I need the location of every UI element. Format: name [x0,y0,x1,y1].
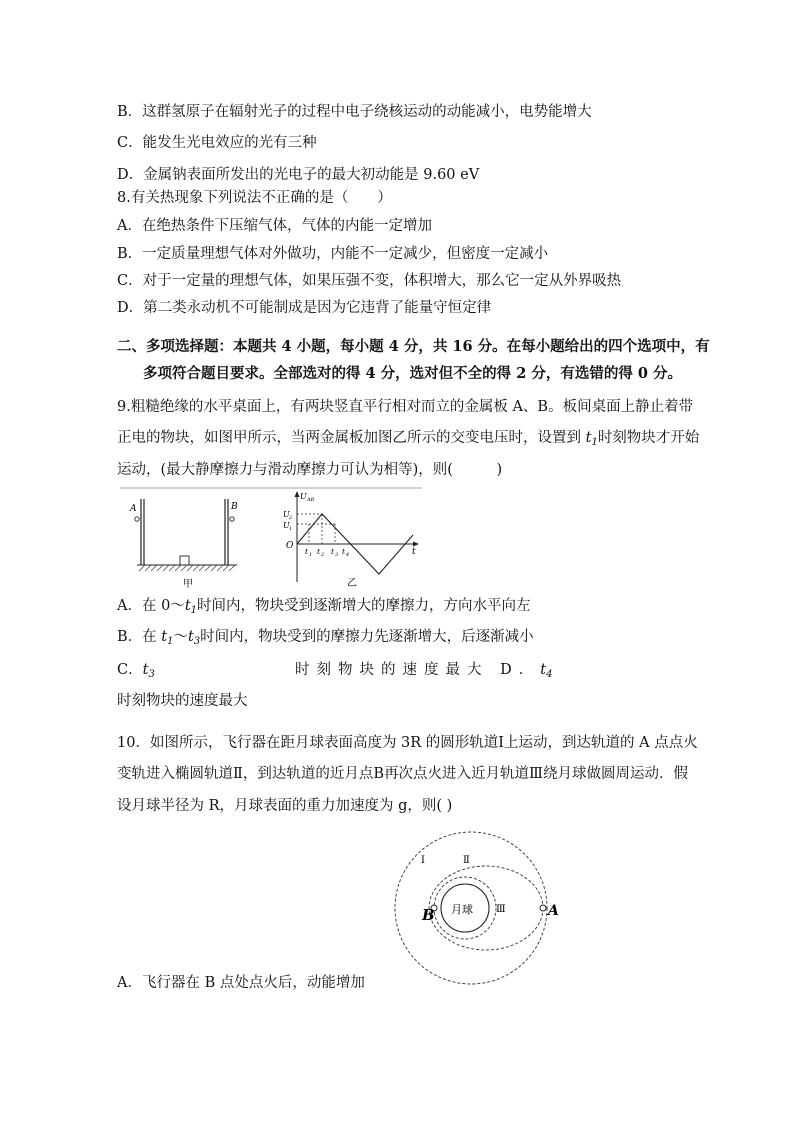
q9-option-b-sub3: 3 [193,636,201,647]
q9-option-c-pre: C． [117,662,143,678]
point-a-label: A [548,903,559,919]
orbit-2-label: Ⅱ [463,855,470,866]
u2-sub: 2 [289,515,293,521]
q9-option-b-mid: ～ [173,629,188,645]
q9-option-c-post: 时刻物块的速度最大 D． [295,662,541,678]
fig-jia-caption: 甲 [183,579,193,590]
q9-option-c [117,660,155,685]
point-a-marker [540,905,546,911]
u1-sub: 1 [289,526,293,532]
section2-heading-line1: 二、多项选择题：本题共 4 小题，每小题 4 分，共 16 分。在每小题给出的四个选项中，有 [117,338,710,355]
orbit-3-label: Ⅲ [496,904,506,915]
point-b-label: B [422,906,435,924]
block-object [180,556,189,565]
q9-stem-line2-a: 正电的物块，如图甲所示，当两金属板加图乙所示的交变电压时，设置到 [117,430,586,446]
q9-stem-line1: 9.粗糙绝缘的水平桌面上，有两块竖直平行相对而立的金属板 A、B。板间桌面上静止着带 [117,399,694,415]
q9-option-c-t: t [142,662,149,678]
t2-sub: 2 [321,552,325,558]
q9-option-a-pre: A．在 0～ [117,598,185,614]
q9-stem-line2 [117,428,699,453]
q9-option-b-post: 时间内，物块受到的摩擦力先逐渐增大，后逐渐减小 [200,629,534,645]
q8-option-a: A．在绝热条件下压缩气体，气体的内能一定增加 [117,218,432,234]
q9-option-b-t3: t [187,629,194,645]
fig-yi [283,491,419,589]
ground-hatching [139,565,235,571]
q9-stem-t-sub: 1 [591,437,598,448]
q9-stem-line2-b: 时刻物块才开始 [597,430,700,446]
origin-label: O [286,541,294,551]
t3-sub: 3 [335,552,339,558]
q9-option-b [117,627,534,652]
plate-a-label: A [130,504,137,514]
q9-figures [117,487,437,592]
section2-heading-line2: 多项符合题目要求。全部选对的得 4 分，选对但不全的得 2 分，有选错的得 0 分。 [143,365,683,382]
axis-y-sub: AB [307,497,315,503]
q9-stem-t: t [585,430,592,446]
q8-option-d: D．第二类永动机不可能制成是因为它违背了能量守恒定律 [117,300,492,316]
q9-option-a-sub: 1 [190,605,198,616]
q9-option-a [117,596,531,621]
q9-option-b-t1: t [161,629,168,645]
fig-jia [129,499,238,590]
moon-label: 月球 [451,903,473,916]
axis-x-label: t [412,547,416,557]
fig-yi-caption: 乙 [347,578,357,589]
q9-option-c-sub: 3 [148,669,155,680]
q7-option-b: B．这群氢原子在辐射光子的过程中电子绕核运动的动能减小，电势能增大 [117,104,592,120]
q9-option-c-rest [295,660,552,685]
q9-option-d-t: t [540,662,547,678]
q10-stem-line1: 10．如图所示，飞行器在距月球表面高度为 3R 的圆形轨道Ⅰ上运动，到达轨道的 A 点点火 [117,735,698,751]
q8-option-c: C．对于一定量的理想气体，如果压强不变，体积增大，那么它一定从外界吸热 [117,273,622,289]
q9-option-b-sub1: 1 [167,636,174,647]
q9-option-d-sub: 4 [546,669,553,680]
u1-label: U [283,521,290,530]
q9-stem-line3: 运动，(最大静摩擦力与滑动摩擦力可认为相等)，则( ) [117,462,503,478]
q9-option-a-post: 时间内，物块受到逐渐增大的摩擦力，方向水平向左 [197,598,531,614]
t1-sub: 1 [309,552,313,558]
orbit-1-label: Ⅰ [421,855,425,866]
t4-label: t [342,547,346,556]
q10-option-a: A．飞行器在 B 点处点火后，动能增加 [117,975,365,991]
t4-sub: 4 [346,552,350,558]
q7-option-c: C．能发生光电效应的光有三种 [117,135,317,151]
q9-option-d-tail: 时刻物块的速度最大 [117,693,248,709]
q8-option-b: B．一定质量理想气体对外做功，内能不一定减少，但密度一定减小 [117,246,549,262]
plate-b-label: B [231,502,238,512]
axis-y-label: U [300,492,307,501]
t2-label: t [317,547,321,556]
q10-stem-line3: 设月球半径为 R，月球表面的重力加速度为 g，则( ) [117,798,453,814]
q7-option-d: D．金属钠表面所发出的光电子的最大初动能是 9.60 eV [117,167,480,183]
q10-stem-line2: 变轨进入椭圆轨道Ⅱ，到达轨道的近月点B再次点火进入近月轨道Ⅲ绕月球做圆周运动．假 [117,766,688,782]
t1-label: t [305,547,309,556]
t3-label: t [331,547,335,556]
q8-stem: 8.有关热现象下列说法不正确的是（ ） [117,190,392,206]
q10-orbit-figure [385,825,585,990]
q9-option-b-pre: B．在 [117,629,162,645]
q9-option-a-t: t [184,598,191,614]
u2-label: U [283,510,290,519]
